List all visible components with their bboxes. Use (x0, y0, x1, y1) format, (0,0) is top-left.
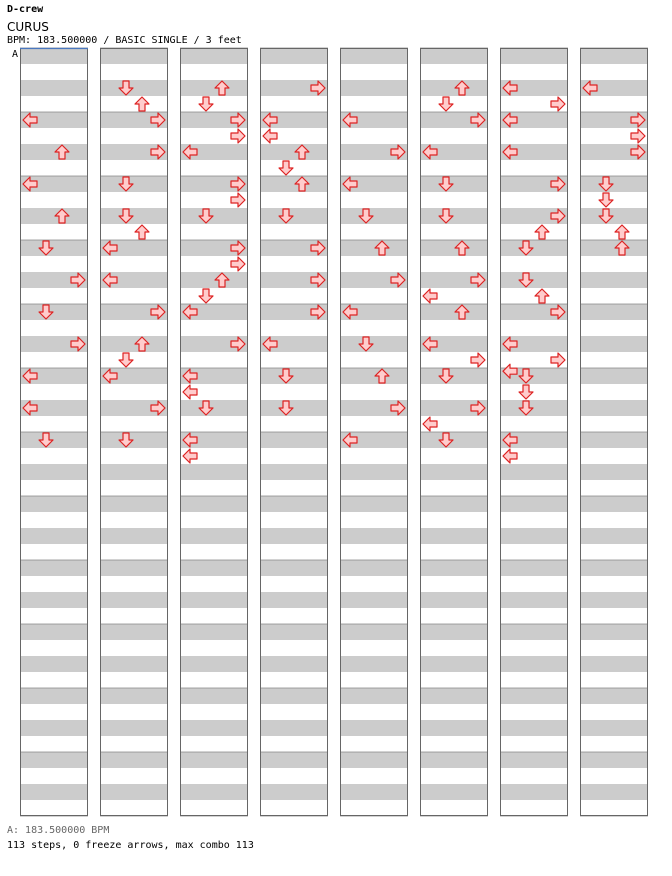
row-stripe (20, 752, 88, 768)
row-stripe (260, 432, 328, 448)
row-stripe (180, 592, 248, 608)
row-stripe (420, 48, 488, 64)
right-arrow-icon (551, 353, 565, 367)
down-arrow-icon (279, 161, 293, 175)
row-stripe (260, 528, 328, 544)
row-stripe (100, 688, 168, 704)
row-stripe (340, 720, 408, 736)
row-stripe (580, 560, 648, 576)
row-stripe (420, 368, 488, 384)
row-stripe (260, 560, 328, 576)
row-stripe (340, 592, 408, 608)
row-stripe (580, 432, 648, 448)
row-stripe (340, 208, 408, 224)
row-stripe (20, 240, 88, 256)
right-arrow-icon (631, 129, 645, 143)
right-arrow-icon (231, 193, 245, 207)
right-arrow-icon (471, 353, 485, 367)
down-arrow-icon (439, 97, 453, 111)
row-stripe (100, 336, 168, 352)
up-arrow-icon (535, 225, 549, 239)
row-stripe (340, 560, 408, 576)
row-stripe (260, 48, 328, 64)
row-stripe (580, 656, 648, 672)
row-stripe (20, 528, 88, 544)
row-stripe (260, 720, 328, 736)
up-arrow-icon (135, 97, 149, 111)
row-stripe (180, 720, 248, 736)
row-stripe (500, 720, 568, 736)
row-stripe (420, 784, 488, 800)
row-stripe (340, 624, 408, 640)
row-stripe (580, 368, 648, 384)
row-stripe (580, 752, 648, 768)
row-stripe (20, 720, 88, 736)
down-arrow-icon (519, 385, 533, 399)
row-stripe (20, 496, 88, 512)
left-arrow-icon (183, 385, 197, 399)
left-arrow-icon (423, 289, 437, 303)
row-stripe (100, 48, 168, 64)
row-stripe (180, 496, 248, 512)
row-stripe (260, 400, 328, 416)
measure-column (20, 48, 88, 816)
row-stripe (100, 592, 168, 608)
up-arrow-icon (135, 225, 149, 239)
row-stripe (420, 752, 488, 768)
row-stripe (580, 48, 648, 64)
row-stripe (100, 784, 168, 800)
row-stripe (180, 272, 248, 288)
left-arrow-icon (263, 129, 277, 143)
row-stripe (20, 656, 88, 672)
measure-column (260, 48, 328, 816)
measure-column (580, 48, 648, 816)
row-stripe (20, 432, 88, 448)
row-stripe (340, 368, 408, 384)
row-stripe (20, 48, 88, 64)
up-arrow-icon (615, 225, 629, 239)
row-stripe (20, 784, 88, 800)
row-stripe (20, 464, 88, 480)
row-stripe (20, 144, 88, 160)
row-stripe (420, 208, 488, 224)
song-title: CURUS (7, 20, 49, 34)
row-stripe (340, 688, 408, 704)
row-stripe (100, 752, 168, 768)
row-stripe (20, 560, 88, 576)
row-stripe (180, 48, 248, 64)
left-arrow-icon (503, 449, 517, 463)
up-arrow-icon (535, 289, 549, 303)
row-stripe (260, 496, 328, 512)
row-stripe (500, 592, 568, 608)
row-stripe (580, 240, 648, 256)
row-stripe (260, 688, 328, 704)
row-stripe (420, 720, 488, 736)
row-stripe (580, 688, 648, 704)
row-stripe (340, 464, 408, 480)
row-stripe (420, 688, 488, 704)
down-arrow-icon (119, 353, 133, 367)
row-stripe (500, 272, 568, 288)
row-stripe (100, 464, 168, 480)
row-stripe (580, 528, 648, 544)
row-stripe (20, 304, 88, 320)
row-stripe (500, 656, 568, 672)
left-arrow-icon (183, 449, 197, 463)
row-stripe (180, 784, 248, 800)
row-stripe (500, 560, 568, 576)
row-stripe (100, 208, 168, 224)
down-arrow-icon (599, 193, 613, 207)
row-stripe (340, 336, 408, 352)
row-stripe (340, 752, 408, 768)
artist-name: D-crew (7, 4, 44, 15)
down-arrow-icon (199, 289, 213, 303)
row-stripe (580, 336, 648, 352)
row-stripe (420, 528, 488, 544)
right-arrow-icon (231, 257, 245, 271)
measure-column (100, 48, 168, 816)
row-stripe (260, 752, 328, 768)
row-stripe (420, 176, 488, 192)
row-stripe (420, 432, 488, 448)
row-stripe (340, 656, 408, 672)
row-stripe (260, 656, 328, 672)
row-stripe (100, 432, 168, 448)
row-stripe (580, 272, 648, 288)
row-stripe (580, 176, 648, 192)
row-stripe (500, 624, 568, 640)
row-stripe (580, 624, 648, 640)
row-stripe (580, 400, 648, 416)
right-arrow-icon (231, 129, 245, 143)
left-arrow-icon (423, 417, 437, 431)
row-stripe (180, 688, 248, 704)
row-stripe (500, 240, 568, 256)
row-stripe (420, 624, 488, 640)
row-stripe (100, 560, 168, 576)
row-stripe (420, 592, 488, 608)
row-stripe (420, 80, 488, 96)
right-arrow-icon (551, 97, 565, 111)
row-stripe (500, 784, 568, 800)
row-stripe (500, 400, 568, 416)
measure-column (500, 48, 568, 816)
row-stripe (180, 624, 248, 640)
row-stripe (260, 208, 328, 224)
row-stripe (340, 48, 408, 64)
row-stripe (580, 464, 648, 480)
row-stripe (420, 560, 488, 576)
row-stripe (420, 496, 488, 512)
row-stripe (500, 752, 568, 768)
row-stripe (420, 656, 488, 672)
row-stripe (500, 464, 568, 480)
row-stripe (580, 784, 648, 800)
row-stripe (20, 208, 88, 224)
row-stripe (340, 240, 408, 256)
row-stripe (180, 752, 248, 768)
row-stripe (180, 656, 248, 672)
row-stripe (100, 496, 168, 512)
row-stripe (340, 80, 408, 96)
measure-column (420, 48, 488, 816)
row-stripe (20, 592, 88, 608)
row-stripe (340, 496, 408, 512)
row-stripe (180, 400, 248, 416)
row-stripe (340, 528, 408, 544)
row-stripe (100, 624, 168, 640)
row-stripe (500, 48, 568, 64)
row-stripe (580, 720, 648, 736)
row-stripe (180, 80, 248, 96)
row-stripe (580, 208, 648, 224)
row-stripe (180, 560, 248, 576)
step-stats: 113 steps, 0 freeze arrows, max combo 113 (7, 840, 254, 851)
down-arrow-icon (199, 97, 213, 111)
row-stripe (180, 464, 248, 480)
row-stripe (500, 528, 568, 544)
row-stripe (500, 688, 568, 704)
measure-column (180, 48, 248, 816)
row-stripe (420, 464, 488, 480)
measure-column (340, 48, 408, 816)
row-stripe (180, 528, 248, 544)
row-stripe (20, 624, 88, 640)
row-stripe (260, 368, 328, 384)
row-stripe (260, 144, 328, 160)
row-stripe (260, 176, 328, 192)
row-stripe (260, 464, 328, 480)
row-stripe (260, 624, 328, 640)
row-stripe (580, 592, 648, 608)
row-stripe (580, 304, 648, 320)
bpm-legend: A: 183.500000 BPM (7, 825, 110, 836)
row-stripe (420, 304, 488, 320)
row-stripe (20, 688, 88, 704)
chart-meta: BPM: 183.500000 / BASIC SINGLE / 3 feet (7, 35, 242, 46)
row-stripe (340, 784, 408, 800)
row-stripe (420, 240, 488, 256)
row-stripe (20, 80, 88, 96)
row-stripe (100, 80, 168, 96)
bpm-marker-label: A (12, 49, 19, 60)
row-stripe (180, 208, 248, 224)
row-stripe (100, 176, 168, 192)
row-stripe (580, 496, 648, 512)
row-stripe (260, 784, 328, 800)
row-stripe (260, 592, 328, 608)
row-stripe (100, 656, 168, 672)
row-stripe (500, 496, 568, 512)
row-stripe (100, 528, 168, 544)
row-stripe (100, 720, 168, 736)
